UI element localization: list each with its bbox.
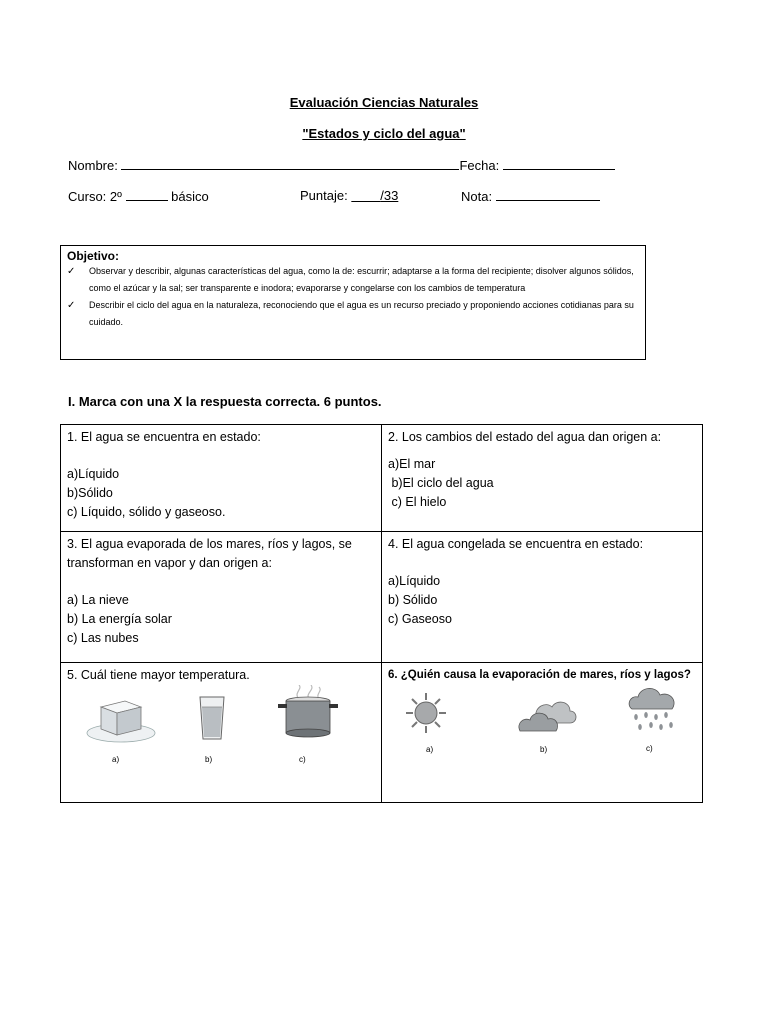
puntaje-total: /33: [380, 188, 399, 203]
q5-label-a: a): [112, 755, 120, 764]
curso-blank[interactable]: [126, 188, 168, 201]
option[interactable]: a)Líquido: [67, 467, 120, 481]
cloud-icon[interactable]: [516, 695, 580, 735]
option[interactable]: b)El ciclo del agua: [388, 476, 494, 490]
rain-cloud-icon[interactable]: [624, 685, 678, 735]
q6-label-b: b): [540, 745, 548, 754]
question-4: [382, 532, 703, 663]
option[interactable]: c) El hielo: [388, 495, 447, 509]
boiling-pot-icon[interactable]: [277, 685, 339, 743]
question-text: 5. Cuál tiene mayor temperatura.: [67, 668, 250, 682]
questions-table: [60, 424, 703, 803]
question-1: [61, 425, 382, 532]
objective-box: [60, 245, 646, 360]
q6-images: [388, 685, 696, 765]
option[interactable]: b) La energía solar: [67, 612, 172, 626]
glass-of-water-icon[interactable]: [197, 695, 227, 741]
check-icon: ✓: [67, 266, 76, 277]
question-5: [61, 663, 382, 803]
objective-text: Describir el ciclo del agua en la naturaleza, reconociendo que el agua es un recurso preciado y proponiendo acciones cotidianas para su cuidado.: [89, 300, 634, 327]
question-2: [382, 425, 703, 532]
question-text: 2. Los cambios del estado del agua dan origen a:: [388, 430, 662, 444]
objective-text: Observar y describir, algunas características del agua, como la de: escurrir; adaptarse a la forma del recipiente; disolver algunos sólidos, como el azúcar y la sal; ser transparente e inodora; evaporarse y congelarse con los cambios de temperatura: [89, 266, 634, 293]
question-text: 1. El agua se encuentra en estado:: [67, 430, 261, 444]
option[interactable]: c) Las nubes: [67, 631, 139, 645]
page-subtitle: "Estados y ciclo del agua": [302, 126, 466, 141]
q6-label-c: c): [646, 744, 653, 753]
option[interactable]: b)Sólido: [67, 486, 113, 500]
option[interactable]: a)El mar: [388, 457, 436, 471]
question-text: 3. El agua evaporada de los mares, ríos y lagos, se transforman en vapor y dan origen a:: [67, 537, 352, 570]
fecha-label: Fecha:: [459, 158, 500, 173]
nombre-field: [68, 157, 615, 173]
check-icon: ✓: [67, 300, 76, 311]
objective-item: [67, 297, 639, 331]
section-title: I. Marca con una X la respuesta correcta. 6 puntos.: [68, 394, 382, 409]
sun-icon[interactable]: [404, 691, 448, 735]
q5-label-c: c): [299, 755, 306, 764]
objective-item: [67, 263, 639, 297]
nombre-label: Nombre:: [68, 158, 118, 173]
nota-label: Nota:: [461, 189, 493, 204]
question-text: 4. El agua congelada se encuentra en estado:: [388, 537, 644, 551]
q5-images: [67, 685, 375, 765]
page-title: Evaluación Ciencias Naturales: [289, 95, 479, 110]
fecha-blank[interactable]: [503, 157, 615, 170]
q6-label-a: a): [426, 745, 434, 754]
puntaje-label: Puntaje:: [300, 188, 348, 203]
curso-suffix: básico: [171, 189, 209, 204]
question-3: [61, 532, 382, 663]
curso-field: [68, 188, 209, 204]
objective-heading: Objetivo:: [67, 249, 120, 263]
question-text: 6. ¿Quién causa la evaporación de mares, ríos y lagos?: [388, 669, 691, 681]
option[interactable]: c) Gaseoso: [388, 612, 452, 626]
puntaje-blank[interactable]: [351, 188, 398, 203]
option[interactable]: a)Líquido: [388, 574, 441, 588]
option[interactable]: c) Líquido, sólido y gaseoso.: [67, 505, 226, 519]
puntaje-field: [300, 188, 398, 203]
option[interactable]: b) Sólido: [388, 593, 438, 607]
question-6: [382, 663, 703, 803]
nombre-blank[interactable]: [121, 157, 459, 170]
curso-label: Curso: 2º: [68, 189, 122, 204]
q5-label-b: b): [205, 755, 213, 764]
nota-field: [461, 188, 600, 204]
nota-blank[interactable]: [496, 188, 600, 201]
option[interactable]: a) La nieve: [67, 593, 129, 607]
ice-cube-icon[interactable]: [85, 693, 157, 743]
